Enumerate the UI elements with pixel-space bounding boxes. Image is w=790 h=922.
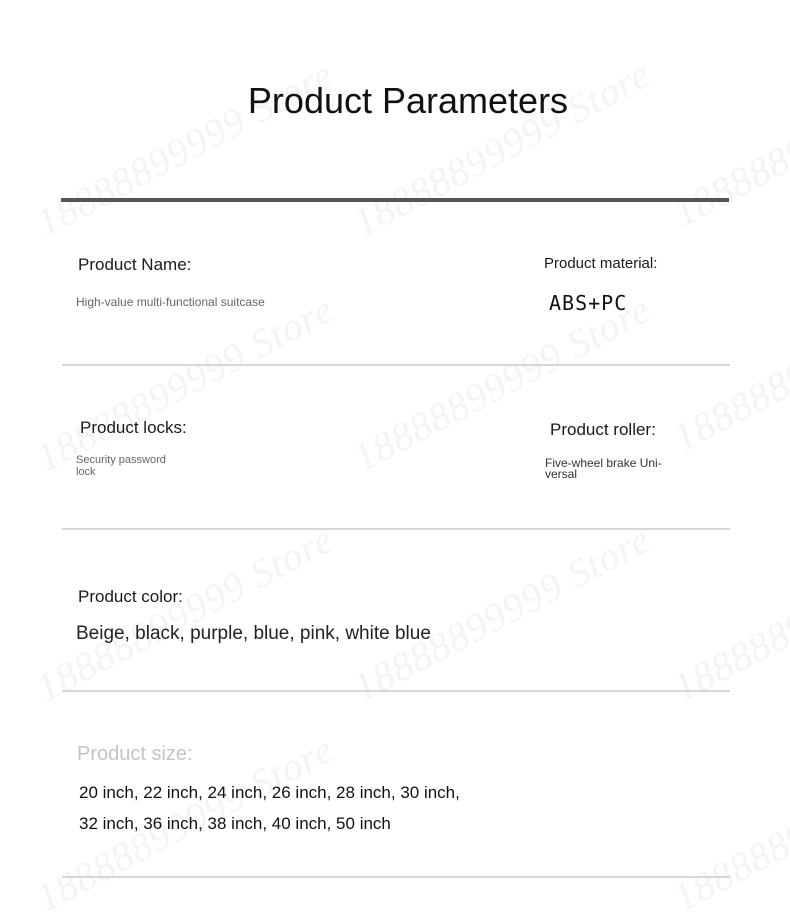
divider <box>62 876 730 878</box>
product-name-label: Product Name: <box>78 255 192 274</box>
product-locks-value-line1: Security password <box>76 454 166 466</box>
product-size-value-line1: 20 inch, 22 inch, 24 inch, 26 inch, 28 inch, 30 inch, <box>79 783 460 802</box>
page-title: Product Parameters <box>247 80 569 121</box>
product-name-value: High-value multi-functional suitcase <box>76 295 265 309</box>
watermark <box>665 40 790 236</box>
watermark <box>665 515 790 711</box>
product-size-label: Product size: <box>77 743 193 765</box>
product-size-value-line2: 32 inch, 36 inch, 38 inch, 40 inch, 50 inch <box>79 814 391 833</box>
product-material-label: Product material: <box>544 255 658 272</box>
product-color-label: Product color: <box>78 587 183 606</box>
watermark <box>345 515 658 711</box>
divider <box>62 690 730 692</box>
product-locks-value-line2: lock <box>76 466 96 478</box>
product-roller-value-line2: versal <box>545 467 578 481</box>
product-roller-label: Product roller: <box>550 420 656 439</box>
watermark <box>28 515 341 711</box>
divider <box>62 528 730 530</box>
product-color-value: Beige, black, purple, blue, pink, white blue <box>76 623 431 644</box>
watermark <box>28 285 341 481</box>
title-divider <box>61 198 729 202</box>
product-material-value: ABS+PC <box>549 291 628 315</box>
divider <box>62 364 730 366</box>
product-roller-value-line1: Five-wheel brake Uni- <box>545 456 662 470</box>
watermark <box>665 725 790 921</box>
product-locks-label: Product locks: <box>80 418 187 437</box>
